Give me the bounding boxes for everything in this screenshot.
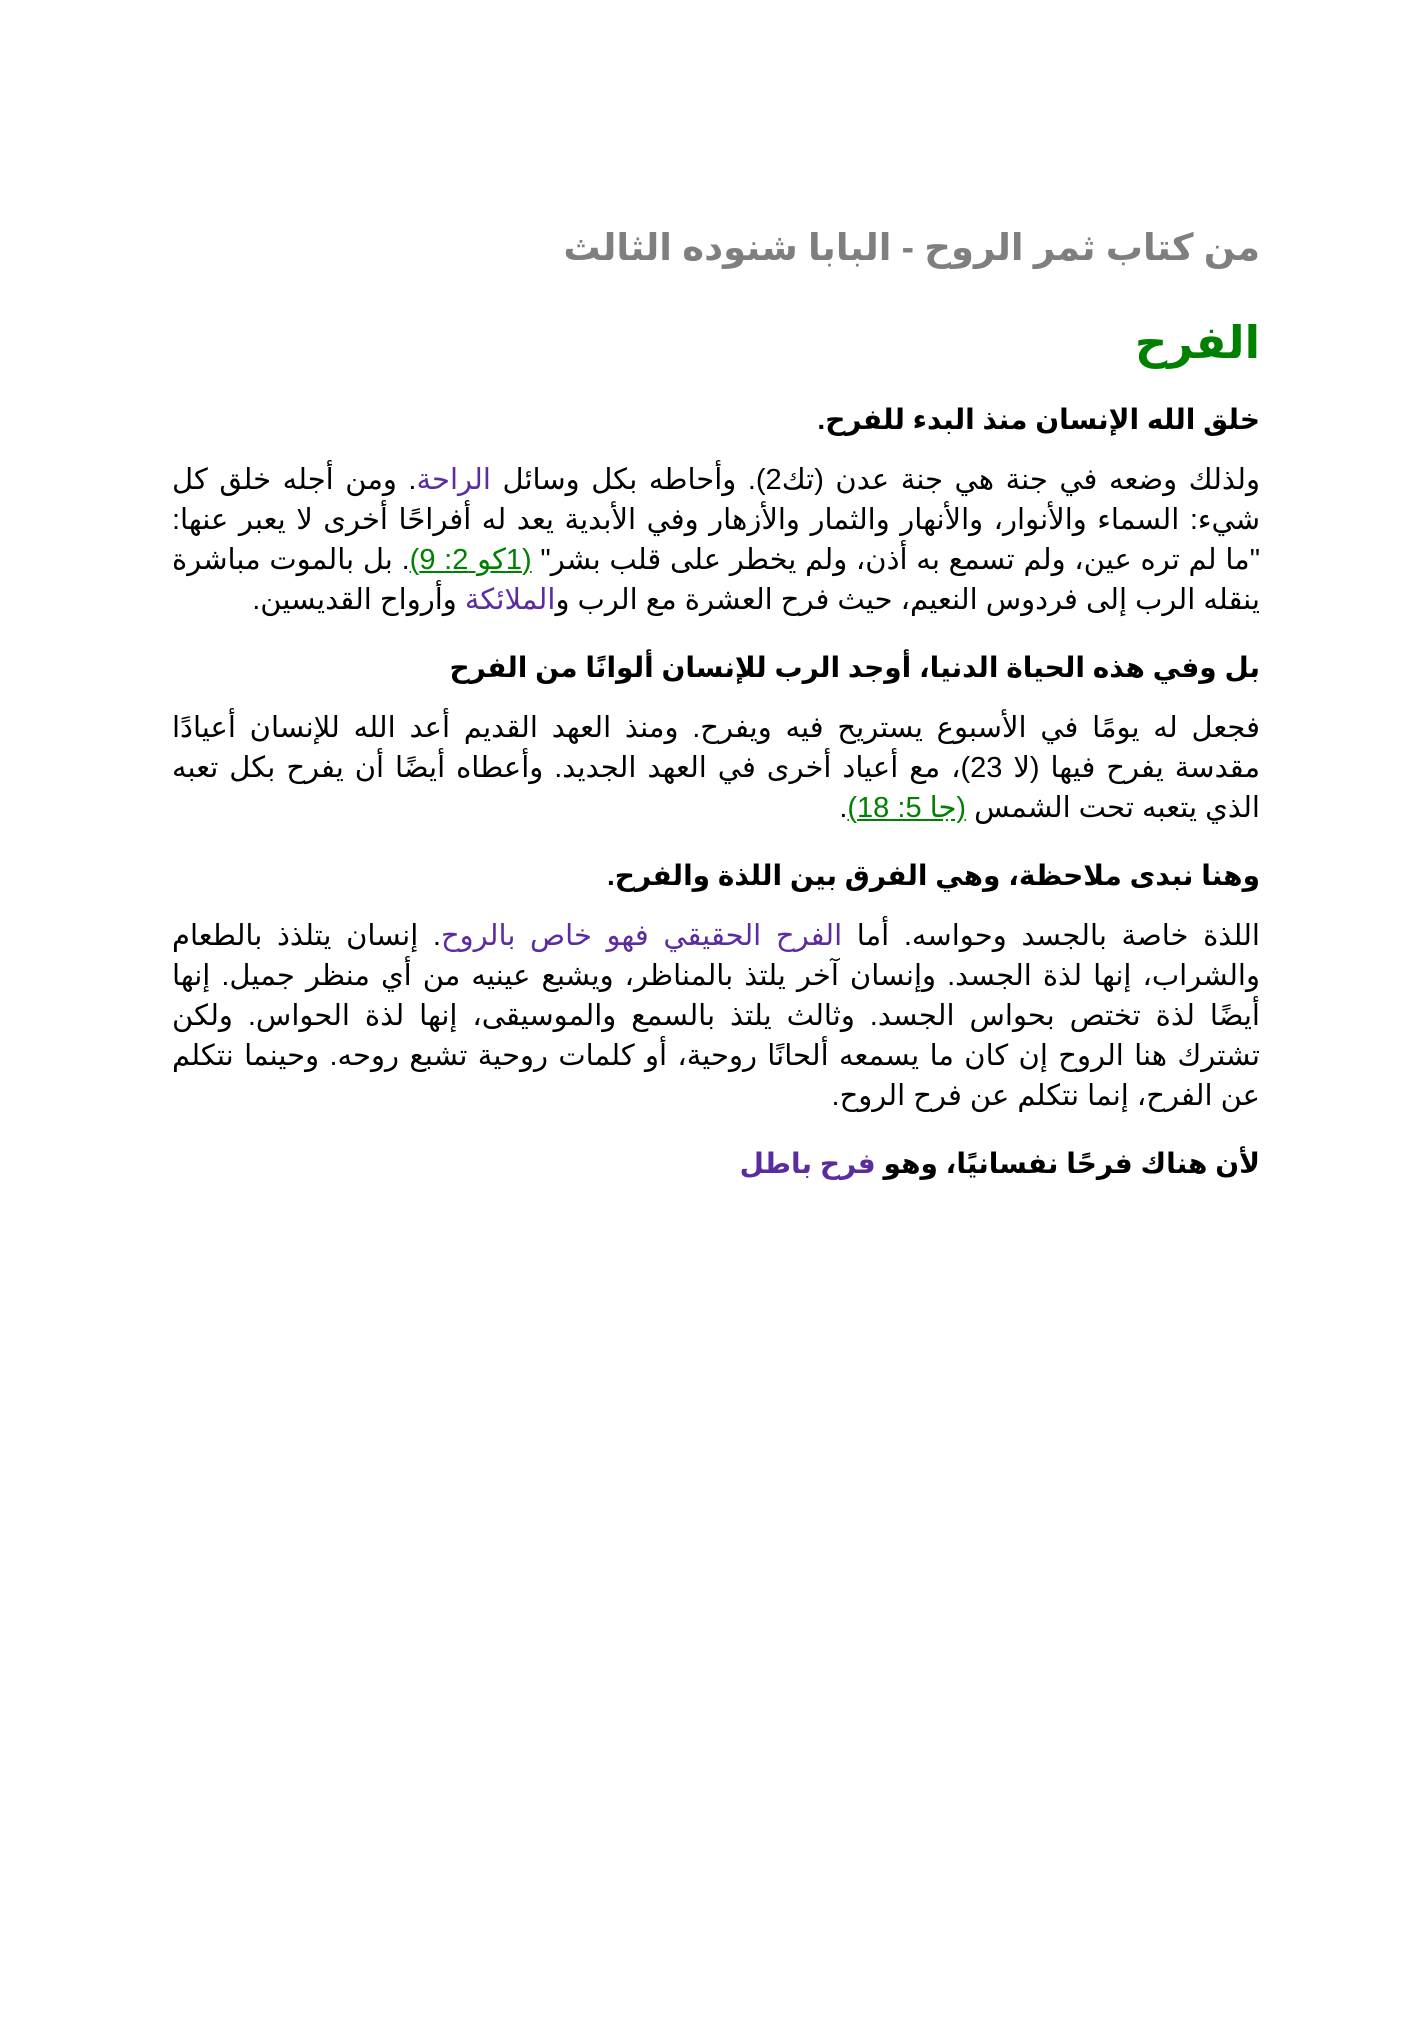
- bold-statement-3: وهنا نبدى ملاحظة، وهي الفرق بين اللذة والفرح.: [607, 860, 1260, 891]
- paragraph-2-text-1: فجعل له يومًا في الأسبوع يستريح فيه ويفرح. ومنذ العهد القديم أعد الله للإنسان أعيادًا مقدسة يفرح فيها (لا 23)، مع أعياد أخرى في العهد الجديد. وأعطاه أيضًا أن يفرح بكل تعبه الذي يتعبه تحت الشمس: [172, 712, 1260, 824]
- paragraph-3: [172, 916, 1260, 1116]
- bold-statement-4: [172, 1144, 1260, 1184]
- link-true-joy[interactable]: الفرح الحقيقي فهو خاص بالروح: [440, 920, 843, 952]
- paragraph-1-text-4: وأرواح القديسين.: [252, 584, 465, 616]
- scripture-ref-eccl[interactable]: (جا 5: 18): [847, 792, 967, 824]
- link-angels[interactable]: الملائكة: [464, 584, 556, 616]
- paragraph-1-text-3: . بل بالموت مباشرة ينقله الرب إلى فردوس النعيم، حيث فرح العشرة مع الرب و: [172, 544, 1260, 616]
- bold-statement-4-text: لأن هناك فرحًا نفسانيًا، وهو: [875, 1148, 1260, 1179]
- paragraph-1-text-1: ولذلك وضعه في جنة هي جنة عدن (تك2). وأحاطه بكل وسائل: [490, 464, 1260, 496]
- paragraph-3-text-1: اللذة خاصة بالجسد وحواسه. أما: [842, 920, 1260, 952]
- section-title: الفرح: [1134, 317, 1260, 368]
- paragraph-1: [172, 460, 1260, 620]
- paragraph-3-text-2: . إنسان يتلذذ بالطعام والشراب، إنها لذة الجسد. وإنسان آخر يلتذ بالمناظر، ويشبع عينيه من أي منظر جميل. إنها أيضًا لذة تختص بحواس الجسد. وثالث يلتذ بالسمع والموسيقى، إنها لذة الحواس. ولكن تشترك هنا الروح إن كان ما يسمعه ألحانًا روحية، أو كلمات روحية تشبع روحه. وحينما نتكلم عن الفرح، إنما نتكلم عن فرح الروح.: [172, 920, 1260, 1112]
- link-false-joy[interactable]: فرح باطل: [739, 1148, 876, 1179]
- bold-statement-2: بل وفي هذه الحياة الدنيا، أوجد الرب للإنسان ألوانًا من الفرح: [449, 652, 1260, 683]
- bold-statement-1: خلق الله الإنسان منذ البدء للفرح.: [817, 404, 1260, 435]
- document-page: [172, 200, 1260, 1184]
- paragraph-2: [172, 708, 1260, 828]
- scripture-ref-1cor[interactable]: (1كو 2: 9): [409, 544, 532, 576]
- link-rest[interactable]: الراحة: [416, 464, 491, 496]
- source-title: من كتاب ثمر الروح - البابا شنوده الثالث: [563, 227, 1260, 268]
- paragraph-2-text-2: .: [839, 792, 848, 824]
- paragraph-1-text-2: . ومن أجله خلق كل شيء: السماء والأنوار، والأنهار والثمار والأزهار وفي الأبدية يعد له أفراحًا أخرى لا يعبر عنها: "ما لم تره عين، ولم تسمع به أذن، ولم يخطر على قلب بشر": [172, 464, 1260, 576]
